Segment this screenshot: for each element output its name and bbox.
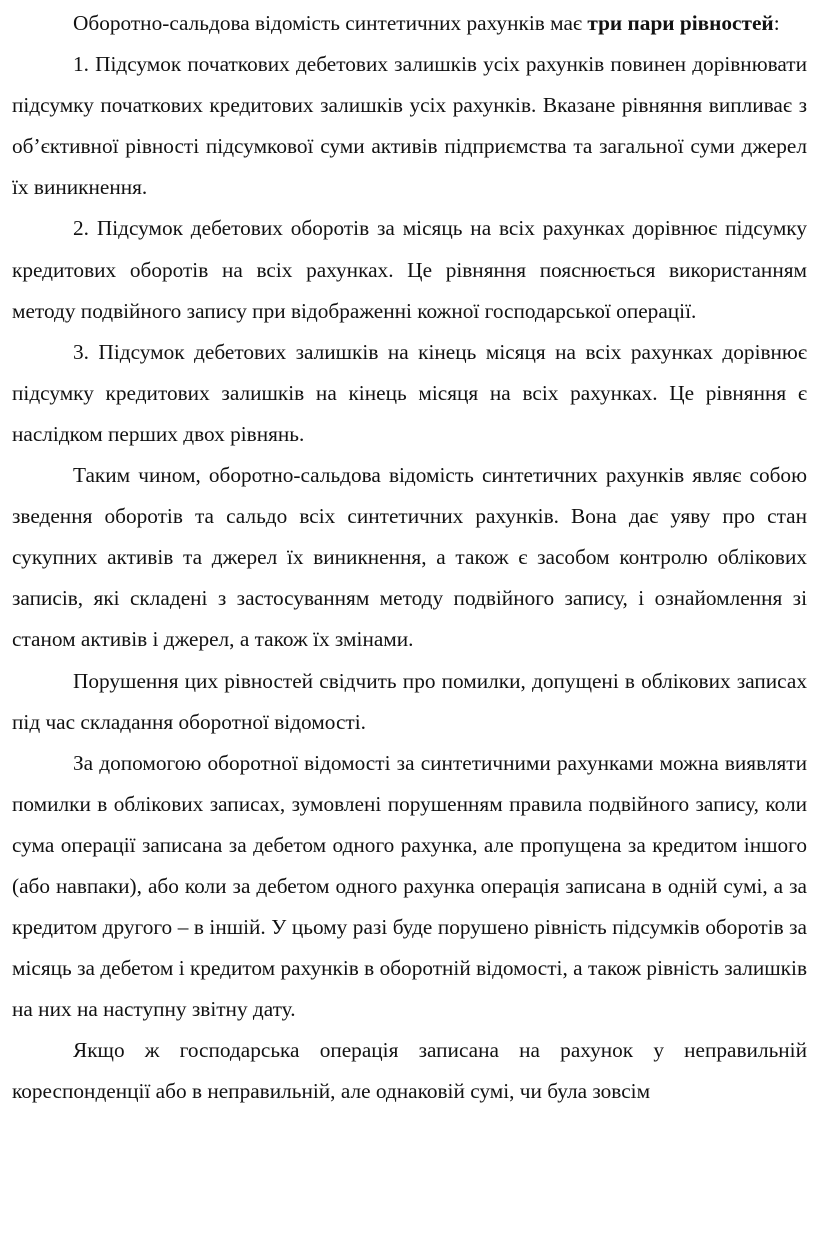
paragraph-item-3: 3. Підсумок дебетових залишків на кінець місяця на всіх рахунках дорівнює підсумку кредитових залишків на кінець місяця на всіх рахунках. Це рівняння є наслідком перших двох рівнянь. (12, 339, 807, 446)
intro-bold-text: три пари рівностей (587, 11, 774, 35)
paragraph-violations: Порушення цих рівностей свідчить про помилки, допущені в облікових записах під час складання оборотної відомості. (12, 668, 807, 734)
paragraph-item-2: 2. Підсумок дебетових оборотів за місяць на всіх рахунках дорівнює підсумку кредитових оборотів на всіх рахунках. Це рівняння пояснюється використанням методу подвійного запису при відображенні кожної господарської операції. (12, 216, 807, 323)
paragraph-error-detection: За допомогою оборотної відомості за синтетичними рахунками можна виявляти помилки в облікових записах, зумовлені порушенням правила подвійного запису, коли сума операції записана за дебетом одного рахунка, але пропущена за кредитом іншого (або навпаки), або коли за дебетом одного рахунка операція записана в одній сумі, а за кредитом другого – в іншій. У цьому разі буде порушено рівність підсумків оборотів за місяць за дебетом і кредитом рахунків в оборотній відомості, а також рівність залишків на них на наступну звітну дату. (12, 750, 807, 1022)
intro-tail-text: : (773, 11, 780, 35)
paragraph-summary: Таким чином, оборотно-сальдова відомість синтетичних рахунків являє собою зведення оборотів та сальдо всіх синтетичних рахунків. Вона дає уяву про стан сукупних активів та джерел їх виникнення, а також є засобом контролю облікових записів, які складені з застосуванням методу подвійного запису, і ознайомлення зі станом активів і джерел, а також їх змінами. (12, 463, 807, 652)
paragraph-item-1: 1. Підсумок початкових дебетових залишків усіх рахунків повинен дорівнювати підсумку початкових кредитових залишків усіх рахунків. Вказане рівняння випливає з об’єктивної рівності підсумкової суми активів підприємства та загальної суми джерел їх виникнення. (12, 52, 807, 200)
paragraph-continuation: Якщо ж господарська операція записана на рахунок у неправильній кореспонденції або в неправильній, але однаковій сумі, чи була зовсім (12, 1038, 807, 1104)
document-page (12, 0, 807, 1113)
paragraph-intro (12, 3, 807, 44)
intro-lead-text: Оборотно-сальдова відомість синтетичних рахунків має (73, 11, 588, 35)
